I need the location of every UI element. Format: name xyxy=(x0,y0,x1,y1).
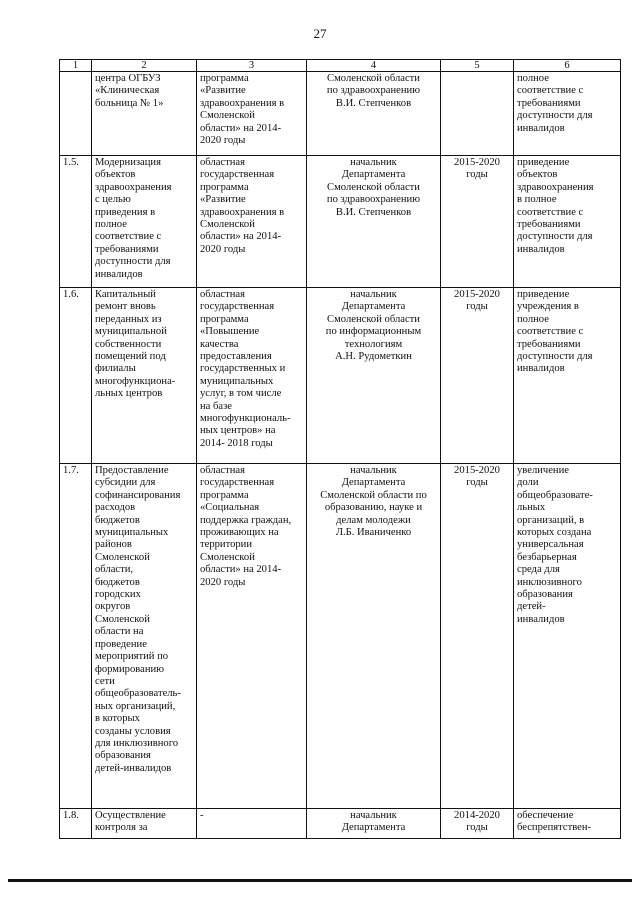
column-header: 1 xyxy=(60,60,92,72)
cell-text: областная государственная программа «Развитие здравоохранения в Смоленской области» на 2014- 2020 годы xyxy=(200,157,285,255)
cell-result xyxy=(514,809,621,839)
cell-text: начальник Департамента xyxy=(341,810,406,834)
cell-result xyxy=(514,156,621,288)
cell-num xyxy=(60,156,92,288)
cell-text: 2015-2020 годы xyxy=(454,157,500,181)
cell-program xyxy=(197,809,307,839)
column-header: 4 xyxy=(307,60,441,72)
cell-responsible xyxy=(307,288,441,464)
cell-measure xyxy=(92,156,197,288)
cell-text: приведение объектов здравоохранения в полное соответствие с требованиями доступности для инвалидов xyxy=(517,157,594,255)
cell-period xyxy=(441,72,514,156)
cell-program xyxy=(197,288,307,464)
cell-text: начальник Департамента Смоленской области по здравоохранению В.И. Степченков xyxy=(326,157,421,218)
page-number: 27 xyxy=(313,26,327,41)
cell-text: начальник Департамента Смоленской области по информационным технологиям А.Н. Рудометкин xyxy=(325,289,422,363)
cell-program xyxy=(197,156,307,288)
cell-text: областная государственная программа «Социальная поддержка граждан, проживающих на территории Смоленской области» на 2014- 2020 годы xyxy=(200,465,292,588)
cell-text: 1.8. xyxy=(63,810,79,821)
cell-text: областная государственная программа «Повышение качества предоставления государственных и муниципальных услуг, в том числе на базе многофункциональ- ных центров» на 2014- 2018 годы xyxy=(200,289,291,449)
cell-num xyxy=(60,72,92,156)
cell-period xyxy=(441,464,514,809)
measures-table xyxy=(59,59,621,839)
cell-num xyxy=(60,809,92,839)
cell-result xyxy=(514,72,621,156)
cell-responsible xyxy=(307,156,441,288)
cell-num xyxy=(60,464,92,809)
cell-text: программа «Развитие здравоохранения в Смоленской области» на 2014- 2020 годы xyxy=(200,73,285,147)
cell-program xyxy=(197,72,307,156)
cell-text: 1.5. xyxy=(63,157,79,168)
cell-text: 2015-2020 годы xyxy=(454,289,500,313)
column-header: 2 xyxy=(92,60,197,72)
cell-text: Модернизация объектов здравоохранения с целью приведения в полное соответствие с требованиями доступности для инвалидов xyxy=(95,157,172,280)
cell-measure xyxy=(92,72,197,156)
column-header: 3 xyxy=(197,60,307,72)
cell-text: приведение учреждения в полное соответствие с требованиями доступности для инвалидов xyxy=(517,289,593,375)
cell-text: Предоставление субсидии для софинансирования расходов бюджетов муниципальных районов Смоленской области, бюджетов городских округов Смоленской области на проведение мероприятий по формированию сети общеобразователь- ных организаций, в которых созданы условия для инклюзивного образования детей-инвалидов xyxy=(95,465,181,774)
cell-period xyxy=(441,156,514,288)
cell-text: Смоленской области по здравоохранению В.И. Степченков xyxy=(326,73,421,109)
cell-program xyxy=(197,464,307,809)
table-row xyxy=(60,72,621,156)
table-row xyxy=(60,464,621,809)
cell-responsible xyxy=(307,72,441,156)
bottom-rule xyxy=(8,879,632,882)
cell-result xyxy=(514,288,621,464)
cell-measure xyxy=(92,464,197,809)
cell-text: 2014-2020 годы xyxy=(454,810,500,834)
cell-text: 2015-2020 годы xyxy=(454,465,500,489)
cell-period xyxy=(441,809,514,839)
cell-measure xyxy=(92,288,197,464)
cell-text: Осуществление контроля за xyxy=(95,810,166,834)
cell-result xyxy=(514,464,621,809)
cell-text: Капитальный ремонт вновь переданных из муниципальной собственности помещений под филиалы многофункциона- льных центров xyxy=(95,289,176,400)
column-header: 5 xyxy=(441,60,514,72)
column-header: 6 xyxy=(514,60,621,72)
table-header-row xyxy=(60,60,621,72)
cell-text: начальник Департамента Смоленской области по образованию, науке и делам молодежи Л.Б. Иваниченко xyxy=(320,465,427,539)
table-row xyxy=(60,809,621,839)
cell-text: центра ОГБУЗ «Клиническая больница № 1» xyxy=(95,73,164,109)
cell-num xyxy=(60,288,92,464)
cell-text: 1.7. xyxy=(63,465,79,476)
cell-text: 1.6. xyxy=(63,289,79,300)
cell-text: полное соответствие с требованиями доступности для инвалидов xyxy=(517,73,593,134)
table-row xyxy=(60,156,621,288)
cell-responsible xyxy=(307,809,441,839)
cell-measure xyxy=(92,809,197,839)
cell-period xyxy=(441,288,514,464)
table-row xyxy=(60,288,621,464)
cell-text: обеспечение беспрепятствен- xyxy=(517,810,592,834)
cell-responsible xyxy=(307,464,441,809)
cell-text: - xyxy=(200,810,204,821)
cell-text: увеличение доли общеобразовате- льных организаций, в которых создана универсальная безбарьерная среда для инклюзивного образования детей- инвалидов xyxy=(517,465,593,625)
